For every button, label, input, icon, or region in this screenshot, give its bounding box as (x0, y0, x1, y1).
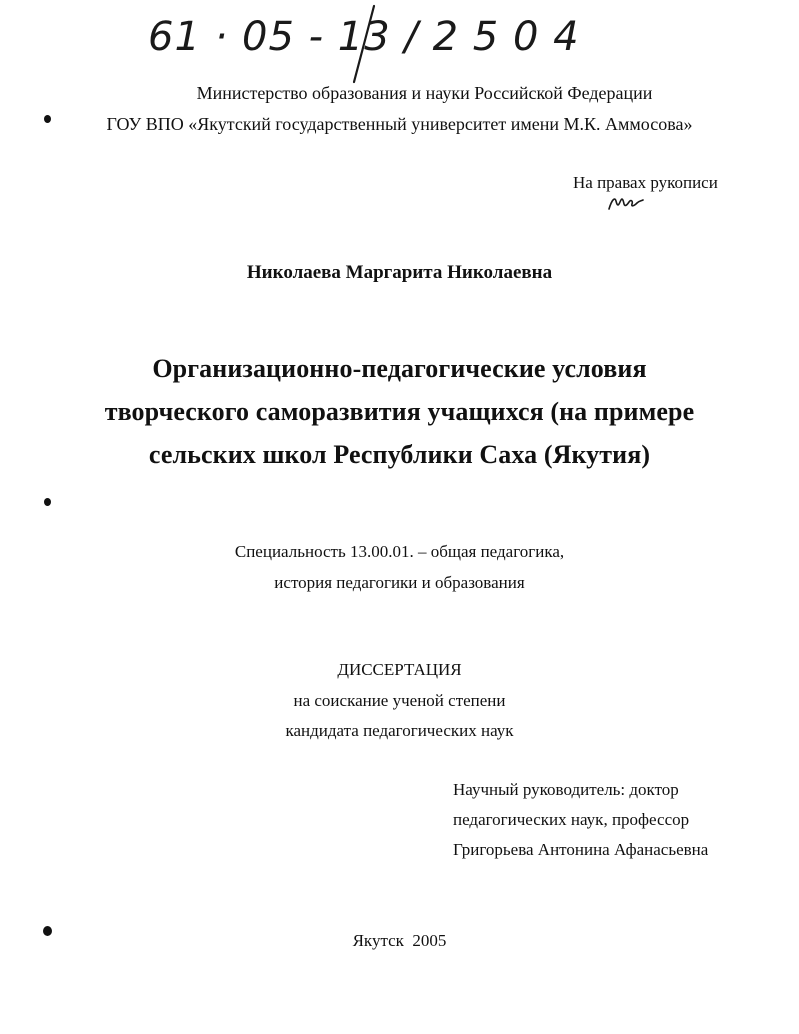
signature-initials (606, 193, 646, 213)
ministry-line: Министерство образования и науки Российской Федерации (196, 83, 653, 103)
archive-slash-mark (340, 4, 380, 86)
supervisor-line-2: педагогических наук, профессор (453, 810, 690, 829)
margin-mark (44, 115, 51, 123)
university-line: ГОУ ВПО «Якутский государственный университет имени М.К. Аммосова» (106, 114, 693, 134)
supervisor-name: Григорьева Антонина Афанасьевна (453, 840, 709, 859)
rights-label: На правах рукописи (573, 173, 718, 192)
title-line-1: Организационно-педагогические условия (152, 354, 647, 383)
title-line-2: творческого саморазвития учащихся (на примере (104, 397, 695, 426)
author-name: Николаева Маргарита Николаевна (246, 262, 553, 283)
dissertation-line-2: кандидата педагогических наук (285, 721, 514, 740)
archive-number: 61 · 05 - 13 / 2 5 0 4 (148, 14, 580, 60)
supervisor-line-1: Научный руководитель: доктор (453, 780, 679, 799)
dissertation-line-1: на соискание ученой степени (293, 691, 506, 710)
specialty-line-1: Специальность 13.00.01. – общая педагогика, (234, 542, 565, 561)
specialty-line-2: история педагогики и образования (274, 573, 525, 592)
title-line-3: сельских школ Республики Саха (Якутия) (148, 440, 651, 469)
place-year: Якутск 2005 (352, 931, 447, 950)
dissertation-heading: ДИССЕРТАЦИЯ (337, 660, 462, 679)
margin-mark (44, 498, 51, 506)
